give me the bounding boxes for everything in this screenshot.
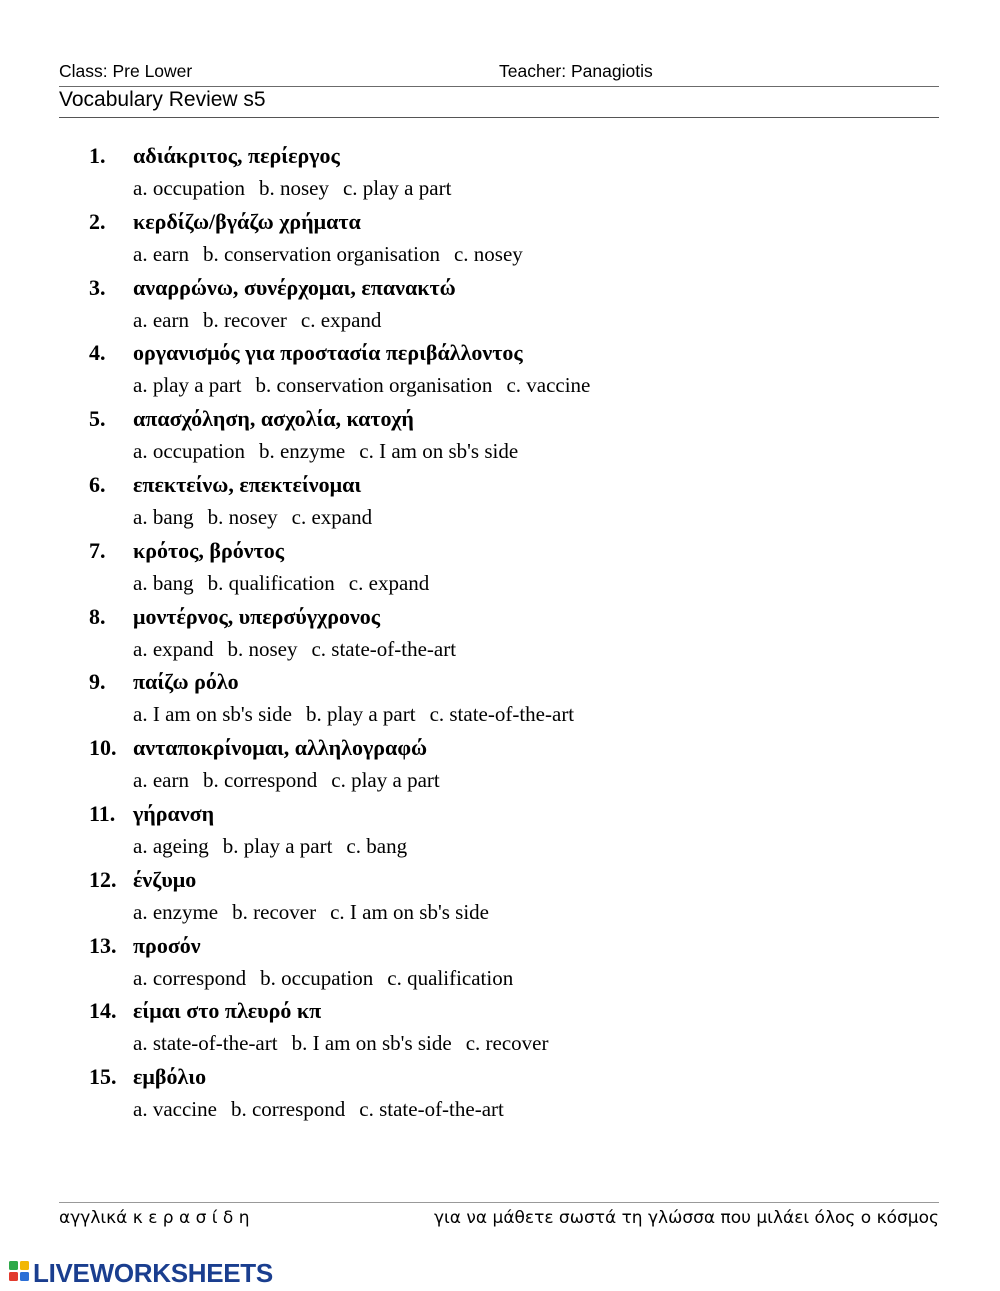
answer-options	[133, 373, 604, 398]
logo-icon-square-2	[20, 1261, 29, 1270]
answer-option[interactable]: b. occupation	[260, 965, 374, 990]
answer-options	[133, 242, 537, 267]
answer-option[interactable]: c. I am on sb's side	[330, 899, 490, 924]
answer-option[interactable]: a. earn	[133, 241, 189, 266]
question-prompt: γήρανση	[133, 800, 215, 826]
question-prompt: αδιάκριτος, περίεργος	[133, 143, 340, 168]
question-number: 6.	[89, 471, 106, 497]
logo-icon-square-4	[20, 1272, 29, 1281]
answer-option[interactable]: b. correspond	[230, 1097, 346, 1122]
question-item	[0, 536, 1000, 602]
answer-option[interactable]: c. state-of-the-art	[429, 702, 575, 727]
answer-option[interactable]: c. I am on sb's side	[359, 439, 519, 464]
answer-option[interactable]: b. nosey	[227, 636, 298, 661]
answer-options	[133, 571, 443, 596]
answer-options	[133, 439, 532, 464]
question-prompt: απασχόληση, ασχολία, κατοχή	[133, 406, 414, 432]
answer-options	[133, 966, 527, 991]
question-number: 4.	[89, 340, 106, 366]
question-item	[0, 799, 1000, 865]
question-item	[0, 338, 1000, 404]
answer-option[interactable]: a. play a part	[133, 373, 242, 398]
question-number: 14.	[89, 998, 117, 1024]
question-prompt: επεκτείνω, επεκτείνομαι	[133, 471, 362, 497]
answer-option[interactable]: b. recover	[202, 307, 287, 332]
answer-option[interactable]: c. vaccine	[506, 373, 591, 398]
answer-option[interactable]: b. play a part	[222, 833, 333, 858]
answer-options	[133, 308, 395, 333]
answer-option[interactable]: b. correspond	[202, 768, 318, 793]
question-item	[0, 273, 1000, 339]
question-item	[0, 404, 1000, 470]
answer-options	[133, 900, 503, 925]
answer-option[interactable]: c. nosey	[453, 241, 523, 266]
answer-option[interactable]: b. conservation organisation	[255, 373, 493, 398]
answer-option[interactable]: b. enzyme	[258, 439, 346, 464]
question-prompt: ανταποκρίνομαι, αλληλογραφώ	[133, 735, 428, 761]
class-label: Class: Pre Lower	[59, 61, 193, 81]
question-item	[0, 733, 1000, 799]
worksheet-title: Vocabulary Review s5	[59, 88, 266, 111]
question-item	[0, 602, 1000, 668]
question-item	[0, 865, 1000, 931]
worksheet-header	[59, 61, 939, 85]
answer-option[interactable]: c. qualification	[387, 965, 514, 990]
answer-options	[133, 1031, 562, 1056]
answer-option[interactable]: c. expand	[348, 570, 430, 595]
question-prompt: αναρρώνω, συνέρχομαι, επανακτώ	[133, 274, 456, 300]
answer-option[interactable]: b. conservation organisation	[202, 241, 440, 266]
question-item	[0, 1062, 1000, 1128]
liveworksheets-logo-icon	[9, 1261, 31, 1285]
question-item	[0, 141, 1000, 207]
answer-option[interactable]: a. ageing	[133, 833, 209, 858]
answer-option[interactable]: b. play a part	[305, 702, 416, 727]
answer-option[interactable]: c. expand	[300, 307, 382, 332]
answer-option[interactable]: b. recover	[232, 899, 317, 924]
question-number: 5.	[89, 406, 106, 432]
answer-options	[133, 702, 588, 727]
question-number: 12.	[89, 866, 117, 892]
question-number: 11.	[89, 800, 116, 826]
question-number: 7.	[89, 537, 106, 563]
answer-option[interactable]: c. expand	[291, 504, 373, 529]
answer-option[interactable]: c. recover	[465, 1031, 549, 1056]
answer-option[interactable]: a. occupation	[133, 176, 245, 200]
question-prompt: ένζυμο	[133, 866, 197, 892]
answer-option[interactable]: a. enzyme	[133, 899, 219, 924]
answer-option[interactable]: b. nosey	[258, 176, 329, 200]
answer-options	[133, 834, 421, 859]
question-item	[0, 667, 1000, 733]
question-item	[0, 996, 1000, 1062]
answer-options	[133, 768, 454, 793]
question-number: 8.	[89, 603, 106, 629]
question-list	[0, 141, 1000, 1128]
question-prompt: κρότος, βρόντος	[133, 537, 285, 563]
question-prompt: οργανισμός για προστασία περιβάλλοντος	[133, 340, 523, 366]
answer-option[interactable]: a. correspond	[133, 965, 247, 990]
question-item	[0, 207, 1000, 273]
logo-icon-square-1	[9, 1261, 18, 1270]
answer-option[interactable]: a. bang	[133, 504, 194, 529]
answer-option[interactable]: a. state-of-the-art	[133, 1031, 278, 1056]
answer-option[interactable]: a. earn	[133, 307, 189, 332]
answer-option[interactable]: a. bang	[133, 570, 194, 595]
question-prompt: είμαι στο πλευρό κπ	[133, 998, 322, 1024]
question-item	[0, 470, 1000, 536]
question-number: 13.	[89, 932, 117, 958]
header-divider	[59, 86, 939, 87]
question-prompt: προσόν	[133, 932, 201, 958]
answer-option[interactable]: a. occupation	[133, 439, 245, 464]
logo-icon-square-3	[9, 1272, 18, 1281]
question-number: 2.	[89, 208, 106, 234]
answer-option[interactable]: b. I am on sb's side	[291, 1031, 452, 1056]
answer-option[interactable]: c. play a part	[331, 768, 440, 793]
answer-option[interactable]: a. vaccine	[133, 1097, 217, 1122]
footer-divider	[59, 1202, 939, 1203]
answer-options	[133, 637, 470, 662]
answer-option[interactable]: b. qualification	[207, 570, 335, 595]
answer-options	[133, 176, 465, 201]
question-prompt: μοντέρνος, υπερσύγχρονος	[133, 603, 381, 629]
liveworksheets-logo[interactable]	[9, 1259, 273, 1287]
answer-options	[133, 505, 386, 530]
title-divider	[59, 117, 939, 118]
answer-option[interactable]: a. I am on sb's side	[133, 702, 292, 727]
question-number: 10.	[89, 735, 117, 761]
question-number: 15.	[89, 1064, 117, 1090]
question-number: 1.	[89, 143, 106, 168]
answer-option[interactable]: a. expand	[133, 636, 214, 661]
answer-option[interactable]: c. play a part	[342, 176, 452, 200]
question-prompt: παίζω ρόλο	[133, 669, 239, 695]
answer-option[interactable]: c. state-of-the-art	[311, 636, 457, 661]
answer-option[interactable]: c. bang	[346, 833, 408, 858]
answer-option[interactable]: b. nosey	[207, 504, 278, 529]
logo-text: LIVEWORKSHEETS	[33, 1257, 273, 1288]
question-number: 3.	[89, 274, 106, 300]
answer-option[interactable]: a. earn	[133, 768, 189, 793]
question-number: 9.	[89, 669, 106, 695]
footer-left-text: αγγλικά κ ε ρ α σ ί δ η	[59, 1208, 250, 1228]
question-prompt: κερδίζω/βγάζω χρήματα	[133, 208, 361, 234]
teacher-label: Teacher: Panagiotis	[499, 61, 653, 81]
question-item	[0, 931, 1000, 997]
answer-option[interactable]: c. state-of-the-art	[359, 1097, 504, 1122]
question-prompt: εμβόλιο	[133, 1064, 207, 1090]
footer-right-text: για να μάθετε σωστά τη γλώσσα που μιλάει όλος ο κόσμος	[433, 1208, 939, 1228]
answer-options	[133, 1097, 518, 1122]
